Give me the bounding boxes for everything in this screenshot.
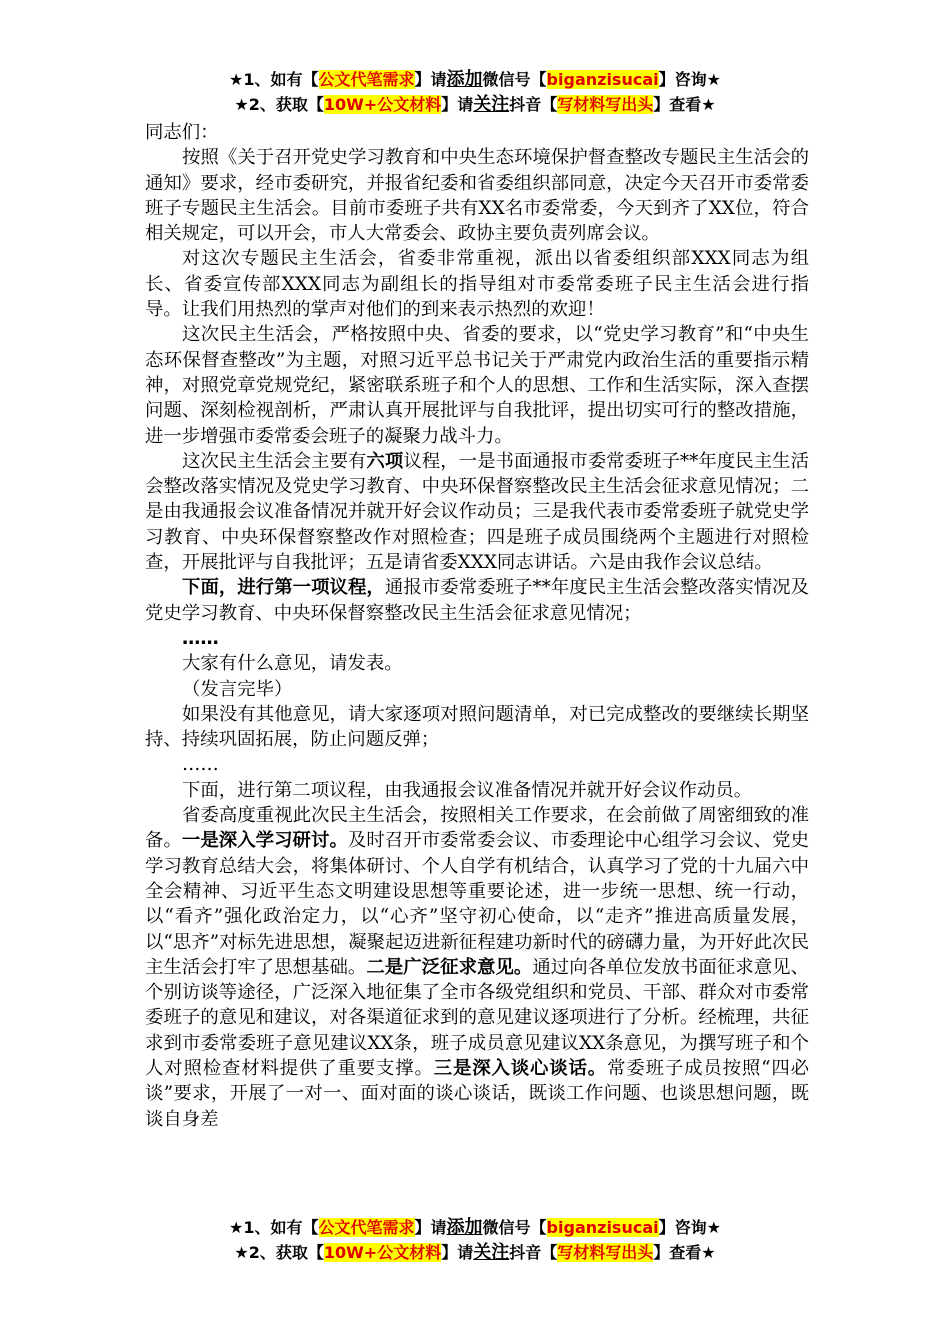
- banner-highlight: 10W+公文材料: [323, 95, 442, 114]
- text: 省委高度重视此次民主生活会，按照相关工作要求，在会前做了周密细致的准备。: [145, 805, 809, 852]
- paragraph-agenda: [145, 449, 809, 575]
- paragraph: 这次民主生活会，严格按照中央、省委的要求，以“党史学习教育”和“中央生态环保督查整改”为主题，对照习近平总书记关于严肃党内政治生活的重要指示精神，对照党章党规党纪，紧密联系班子和个人的思想、工作和生活实际，深入查摆问题、深刻检视剖析，严肃认真开展批评与自我批评，提出切实可行的整改措施，进一步增强市委常委会班子的凝聚力战斗力。: [145, 324, 809, 447]
- banner-text: 】查看★: [653, 1243, 716, 1262]
- banner-text: 抖音【: [509, 95, 558, 114]
- bold-text: 三是深入谈心谈话。: [433, 1057, 608, 1079]
- banner-highlight-douyin: 写材料写出头: [557, 1243, 654, 1262]
- paragraph-preparation: [145, 803, 809, 1132]
- ellipsis: ……: [182, 754, 219, 776]
- paragraph: 大家有什么意见，请发表。: [182, 653, 403, 675]
- promo-banner-line-2: [0, 93, 950, 117]
- banner-underlined: 关注: [473, 94, 510, 115]
- ellipsis: ……: [182, 627, 219, 649]
- banner-highlight: 公文代笔需求: [318, 1218, 415, 1237]
- text: 议程，一是书面通报市委常委班子**年度民主生活会整改落实情况及党史学习教育、中央环保督察整改民主生活会征求意见情况；二是由我通报会议准备情况并就开好会议作动员；三是我代表市委常委班子就党史学习教育、中央环保督察整改作对照检查；四是班子成员围绕两个主题进行对照检查，开展批评与自我批评；五是请省委XXX同志讲话。六是由我作会议总结。: [145, 450, 809, 574]
- promo-banner-line-2-bottom: [0, 1241, 950, 1265]
- banner-text: 】请: [441, 95, 474, 114]
- banner-text: 】咨询★: [658, 70, 721, 89]
- promo-banner-line-1-bottom: [0, 1216, 950, 1240]
- banner-text: 】请: [414, 1218, 447, 1237]
- banner-text: 】查看★: [653, 95, 716, 114]
- paragraph-item-1: [145, 575, 809, 626]
- bold-text: 六项: [366, 450, 404, 472]
- banner-text: ★2、获取【: [234, 1243, 324, 1262]
- paragraph: （发言完毕）: [182, 678, 293, 700]
- paragraph: 对这次专题民主生活会，省委非常重视，派出以省委组织部XXX同志为组长、省委宣传部XXX同志为副组长的指导组对市委常委班子民主生活会进行指导。让我们用热烈的掌声对他们的到来表示热烈的欢迎！: [145, 248, 809, 321]
- banner-highlight-douyin: 写材料写出头: [557, 95, 654, 114]
- banner-text: 微信号【: [482, 1218, 547, 1237]
- text: 通过向各单位发放书面征求意见、个别访谈等途径，广泛深入地征集了全市各级党组织和党员、干部、群众对市委常委班子的意见和建议，对各渠道征求到的意见建议逐项进行了分析。经梳理，共征求到市委常委班子意见建议XX条，班子成员意见建议XX条意见，为撰写班子和个人对照检查材料提供了重要支撑。: [145, 956, 809, 1079]
- banner-text: 】咨询★: [658, 1218, 721, 1237]
- banner-underlined: 关注: [473, 1242, 510, 1263]
- text: 通报市委常委班子**年度民主生活会整改落实情况及党史学习教育、中央环保督察整改民主生活会征求意见情况；: [145, 577, 809, 624]
- banner-text: 微信号【: [482, 70, 547, 89]
- bold-text: 二是广泛征求意见。: [366, 956, 533, 978]
- banner-underlined: 添加: [446, 1217, 483, 1238]
- paragraph: 如果没有其他意见，请大家逐项对照问题清单，对已完成整改的要继续长期坚持、持续巩固拓展，防止问题反弹；: [145, 703, 809, 751]
- banner-text: 】请: [441, 1243, 474, 1262]
- banner-underlined: 添加: [446, 69, 483, 90]
- promo-banner-line-1: [0, 68, 950, 92]
- paragraph: 下面，进行第二项议程，由我通报会议准备情况并就开好会议作动员。: [182, 779, 753, 801]
- banner-highlight-wechat: biganzisucai: [546, 70, 659, 89]
- text: 这次民主生活会主要有: [182, 450, 367, 472]
- salutation: 同志们：: [145, 122, 219, 143]
- paragraph: 按照《关于召开党史学习教育和中央生态环境保护督查整改专题民主生活会的通知》要求，经市委研究，并报省纪委和省委组织部同意，决定今天召开市委常委班子专题民主生活会。目前市委班子共有XX名市委常委，今天到齐了XX位，符合相关规定，可以开会，市人大常委会、政协主要负责列席会议。: [145, 147, 809, 245]
- banner-highlight: 公文代笔需求: [318, 70, 415, 89]
- banner-text: 抖音【: [509, 1243, 558, 1262]
- text: 常委班子成员按照“四必谈”要求，开展了一对一、面对面的谈心谈话，既谈工作问题、也谈思想问题，既谈自身差: [145, 1057, 809, 1130]
- bold-text: 一是深入学习研讨。: [181, 830, 348, 852]
- banner-text: ★2、获取【: [234, 95, 324, 114]
- banner-highlight: 10W+公文材料: [323, 1243, 442, 1262]
- banner-text: ★1、如有【: [229, 70, 319, 89]
- bold-text: 下面，进行第一项议程，: [182, 577, 385, 599]
- text: 及时召开市委常委会议、市委理论中心组学习会议、党史学习教育总结大会，将集体研讨、个人自学有机结合，认真学习了党的十九届六中全会精神、习近平生态文明建设思想等重要论述，进一步统一思想、统一行动，以“看齐”强化政治定力，以“心齐”坚守初心使命，以“走齐”推进高质量发展，以“思齐”对标先进思想，凝聚起迈进新征程建功新时代的磅礴力量，为开好此次民主生活会打牢了思想基础。: [145, 830, 809, 978]
- document-body: [145, 120, 809, 1132]
- banner-text: ★1、如有【: [229, 1218, 319, 1237]
- banner-text: 】请: [414, 70, 447, 89]
- banner-highlight-wechat: biganzisucai: [546, 1218, 659, 1237]
